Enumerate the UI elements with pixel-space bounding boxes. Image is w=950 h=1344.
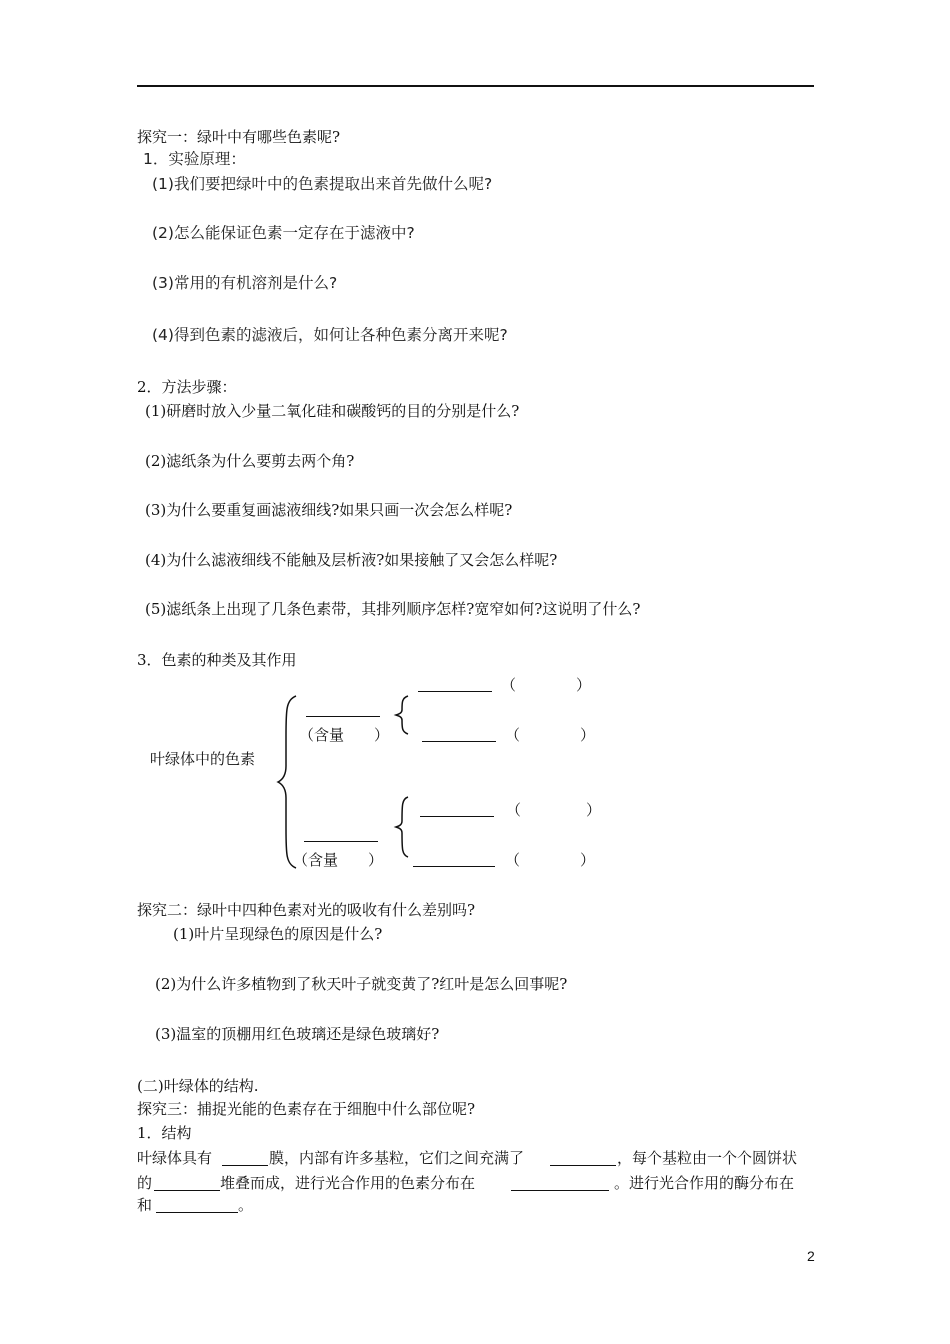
pigment-location-blank — [511, 1190, 609, 1191]
method-q2: (2)滤纸条为什么要剪去两个角? — [145, 452, 355, 470]
principle-q4: (4)得到色素的滤液后，如何让各种色素分离开来呢? — [152, 326, 508, 344]
group1-content-label: （含量 ） — [299, 726, 390, 744]
method-q5: (5)滤纸条上出现了几条色素带，其排列顺序怎样?宽窄如何?这说明了什么? — [145, 600, 641, 618]
inquiry2-title: 探究二：绿叶中四种色素对光的吸收有什么差别吗? — [137, 901, 476, 919]
method-q4: (4)为什么滤液细线不能触及层析液?如果接触了又会怎么样呢? — [145, 551, 558, 569]
principle-q1: (1)我们要把绿叶中的色素提取出来首先做什么呢? — [152, 175, 493, 193]
inquiry3-title: 探究三：捕捉光能的色素存在于细胞中什么部位呢? — [137, 1100, 476, 1118]
method-q3: (3)为什么要重复画滤液细线?如果只画一次会怎么样呢? — [145, 501, 513, 519]
structure-line2-a: 的 — [137, 1174, 153, 1192]
pigment4-blank — [413, 866, 495, 867]
inquiry2-q1: (1)叶片呈现绿色的原因是什么? — [173, 925, 383, 943]
structure-heading: 1．结构 — [137, 1124, 192, 1142]
structure-line1-b: 膜，内部有许多基粒，它们之间充满了 — [269, 1149, 525, 1167]
pigment1-paren-close: ） — [576, 676, 592, 694]
pigment4-paren-close: ） — [580, 851, 596, 869]
pigments-heading: 3．色素的种类及其作用 — [137, 651, 297, 669]
method-q1: (1)研磨时放入少量二氧化硅和碳酸钙的目的分别是什么? — [145, 402, 520, 420]
pigment3-blank — [420, 816, 494, 817]
inquiry2-q3: (3)温室的顶棚用红色玻璃还是绿色玻璃好? — [155, 1025, 440, 1043]
structure-line1-c: ，每个基粒由一个个圆饼状 — [617, 1149, 798, 1167]
principle-q2: (2)怎么能保证色素一定存在于滤液中? — [152, 224, 415, 242]
group2-blank — [304, 841, 378, 842]
pigment1-blank — [418, 691, 492, 692]
pigment2-paren-close: ） — [580, 726, 596, 744]
structure-line3-b: 。 — [238, 1196, 254, 1214]
principle-q3: (3)常用的有机溶剂是什么? — [152, 274, 338, 292]
structure-line2-c: 。进行光合作用的酶分布在 — [614, 1174, 795, 1192]
big-brace — [278, 696, 298, 868]
section2-title: (二)叶绿体的结构. — [137, 1077, 259, 1095]
group2-content-label: （含量 ） — [293, 851, 384, 869]
method-heading: 2．方法步骤： — [137, 378, 237, 396]
pigment3-paren-open: （ — [506, 801, 522, 819]
inquiry2-q2: (2)为什么许多植物到了秋天叶子就变黄了?红叶是怎么回事呢? — [155, 975, 568, 993]
structure-line2-b: 堆叠而成，进行光合作用的色素分布在 — [220, 1174, 476, 1192]
structure-line3-a: 和 — [137, 1196, 153, 1214]
small-brace-1 — [396, 696, 410, 734]
pigment2-blank — [422, 741, 496, 742]
thylakoid-blank — [154, 1190, 220, 1191]
structure-line1-a: 叶绿体具有 — [137, 1149, 213, 1167]
small-brace-2 — [396, 797, 410, 857]
page-number: 2 — [807, 1248, 815, 1264]
inquiry1-title: 探究一：绿叶中有哪些色素呢? — [137, 128, 341, 146]
pigment1-paren-open: （ — [501, 676, 517, 694]
header-rule — [137, 85, 814, 87]
pigments-root-label: 叶绿体中的色素 — [150, 750, 256, 768]
group1-blank — [306, 716, 380, 717]
principle-heading: 1．实验原理： — [143, 150, 246, 168]
pigment2-paren-open: （ — [505, 726, 521, 744]
stroma-blank — [550, 1165, 616, 1166]
membrane-blank — [222, 1165, 268, 1166]
pigment3-paren-close: ） — [586, 801, 602, 819]
enzyme-location-blank — [156, 1212, 238, 1213]
pigment4-paren-open: （ — [505, 851, 521, 869]
